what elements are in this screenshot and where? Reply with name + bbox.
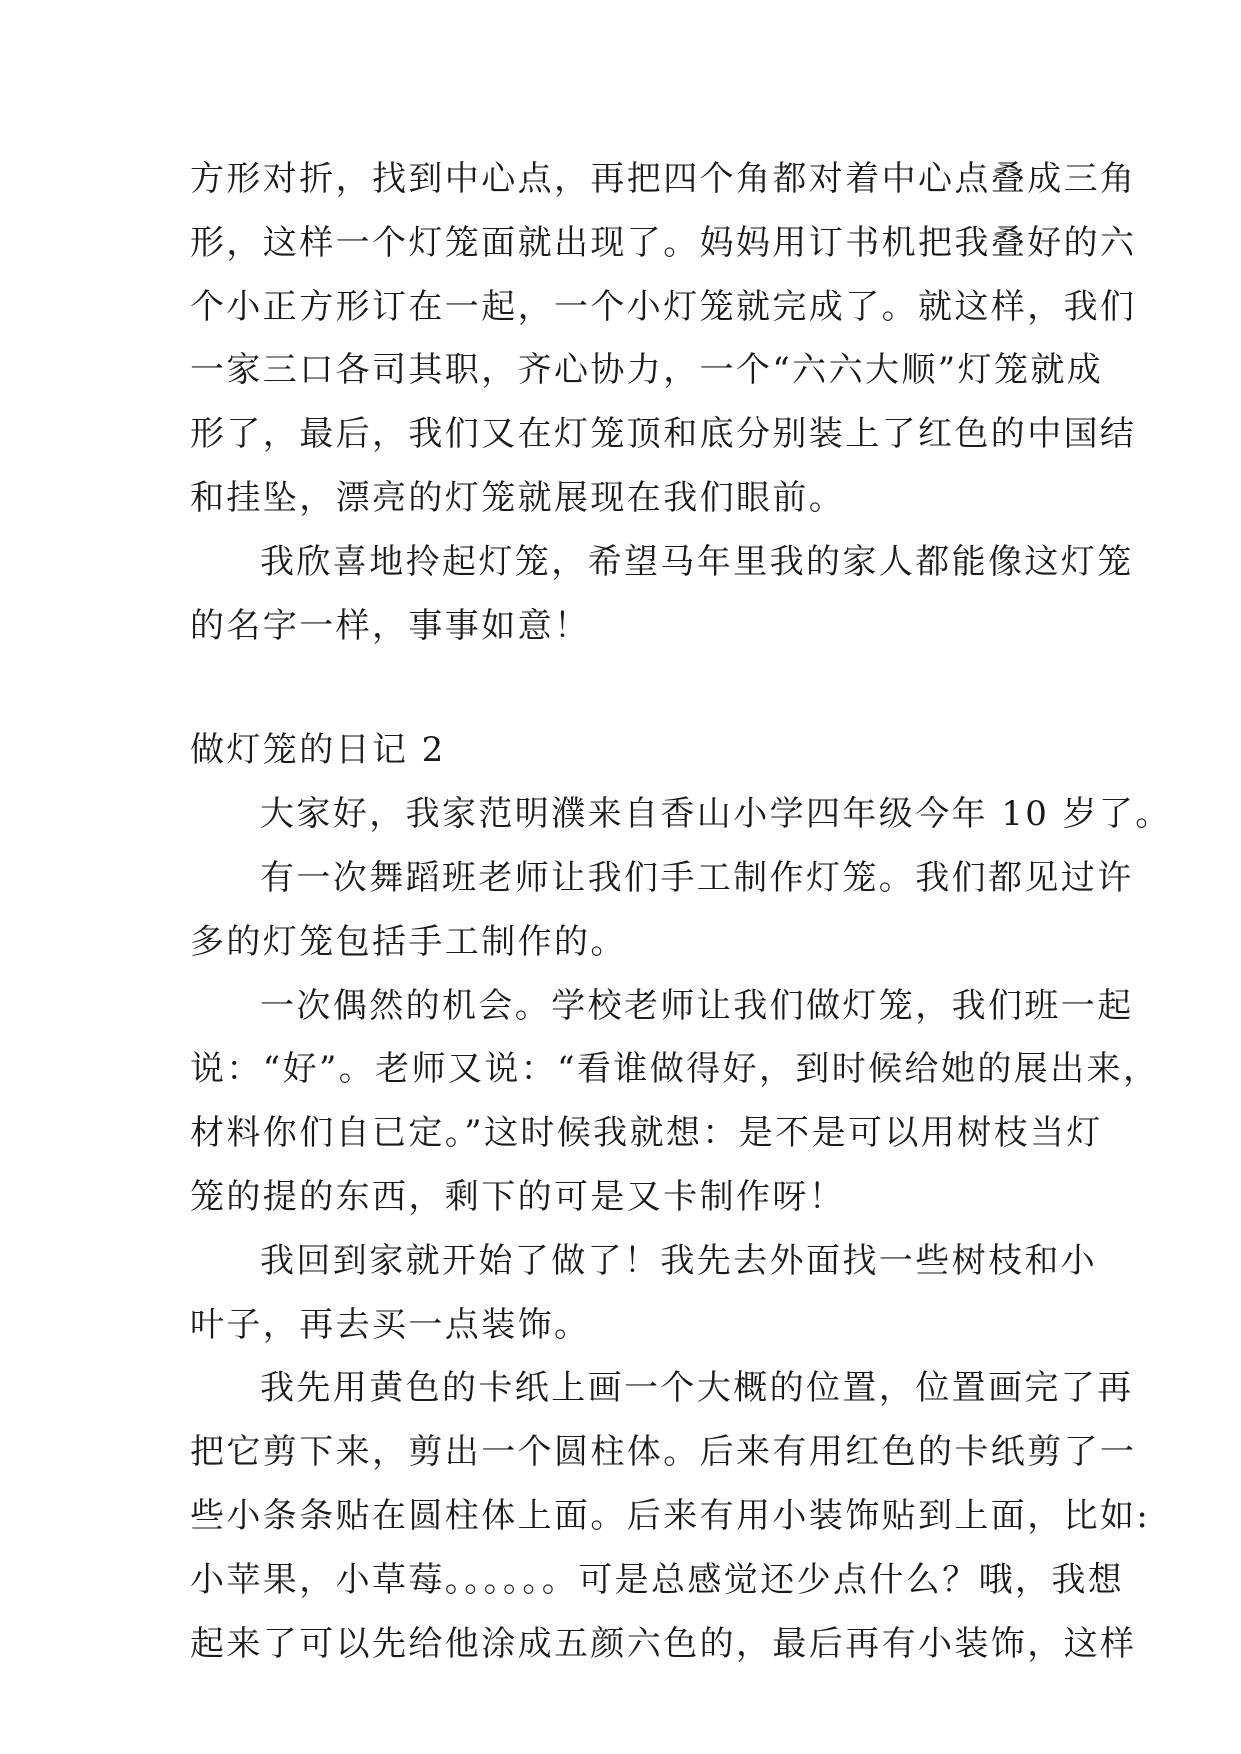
paragraph-line: 把它剪下来，剪出一个圆柱体。后来有用红色的卡纸剪了一 — [190, 1432, 1137, 1473]
paragraph-line: 起来了可以先给他涂成五颜六色的，最后再有小装饰，这样 — [190, 1623, 1137, 1664]
paragraph-line: 些小条条贴在圆柱体上面。后来有用小装饰贴到上面，比如: — [190, 1495, 1151, 1536]
paragraph-line: 叶子，再去买一点装饰。 — [190, 1304, 591, 1345]
document-body — [190, 148, 1172, 1676]
paragraph-line: 个小正方形订在一起，一个小灯笼就完成了。就这样，我们 — [190, 286, 1137, 327]
section-heading: 做灯笼的日记 2 — [190, 730, 446, 771]
paragraph-line: 笼的提的东西，剩下的可是又卡制作呀！ — [190, 1176, 846, 1217]
paragraph-line: 和挂坠，漂亮的灯笼就展现在我们眼前。 — [190, 477, 846, 518]
paragraph-line: 多的灯笼包括手工制作的。 — [190, 921, 627, 962]
paragraph-line: 说：“好”。老师又说：“看谁做得好，到时候给她的展出来， — [190, 1049, 1160, 1090]
paragraph-line: 我先用黄色的卡纸上画一个大概的位置，位置画完了再 — [260, 1368, 1134, 1409]
paragraph-line: 的名字一样，事事如意！ — [190, 605, 591, 646]
paragraph-line: 有一次舞蹈班老师让我们手工制作灯笼。我们都见过许 — [260, 857, 1134, 898]
paragraph-line: 形，这样一个灯笼面就出现了。妈妈用订书机把我叠好的六 — [190, 222, 1137, 263]
section-spacer — [190, 658, 1070, 719]
paragraph-line: 一家三口各司其职，齐心协力，一个“六六大顺”灯笼就成 — [190, 350, 1104, 391]
paragraph-line: 材料你们自已定。”这时候我就想：是不是可以用树枝当灯 — [190, 1113, 1103, 1154]
paragraph-line: 我欣喜地拎起灯笼，希望马年里我的家人都能像这灯笼 — [260, 541, 1134, 582]
paragraph-line: 形了，最后，我们又在灯笼顶和底分别装上了红色的中国结 — [190, 414, 1137, 455]
paragraph-line: 我回到家就开始了做了！我先去外面找一些树枝和小 — [260, 1240, 1098, 1281]
paragraph-line: 大家好，我家范明濮来自香山小学四年级今年 10 岁了。 — [260, 794, 1172, 835]
paragraph-line: 方形对折，找到中心点，再把四个角都对着中心点叠成三角 — [190, 159, 1137, 199]
paragraph-line: 一次偶然的机会。学校老师让我们做灯笼，我们班一起 — [260, 985, 1134, 1026]
paragraph-line: 小苹果，小草莓。。。。。。可是总感觉还少点什么？哦，我想 — [190, 1559, 1125, 1600]
